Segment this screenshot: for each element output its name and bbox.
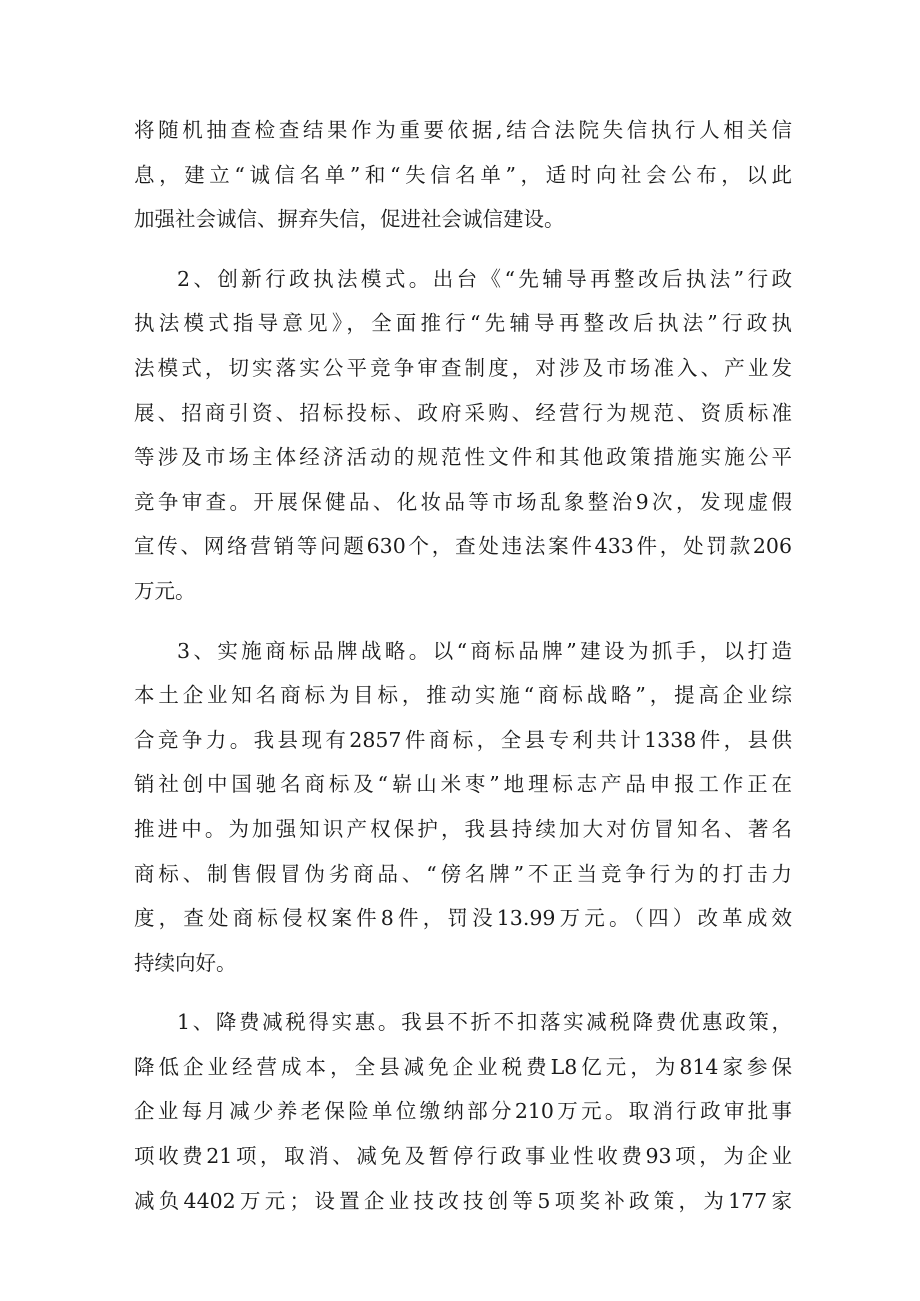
paragraph-gap xyxy=(134,614,792,629)
text-line: 减负4402万元；设置企业技改技创等5项奖补政策，为177家 xyxy=(134,1188,792,1213)
text-line: 1、降费减税得实惠。我县不折不扣落实减税降费优惠政策， xyxy=(177,1010,792,1035)
text-line: 2、创新行政执法模式。出台《“先辅导再整改后执法”行政 xyxy=(177,266,792,291)
paragraph-gap xyxy=(134,985,792,1000)
text-line: 竞争审查。开展保健品、化妆品等市场乱象整治9次，发现虚假 xyxy=(134,489,792,514)
text-line: 本土企业知名商标为目标，推动实施“商标战略”，提高企业综 xyxy=(134,683,792,708)
text-line: 企业每月减少养老保险单位缴纳部分210万元。取消行政审批事 xyxy=(134,1099,792,1124)
text-line: 执法模式指导意见》，全面推行“先辅导再整改后执法”行政执 xyxy=(134,311,792,336)
text-line: 推进中。为加强知识产权保护，我县持续加大对仿冒知名、著名 xyxy=(134,816,792,841)
document-body xyxy=(134,108,792,1223)
text-line: 万元。 xyxy=(134,578,196,603)
text-line: 加强社会诚信、摒弃失信，促进社会诚信建设。 xyxy=(134,207,565,232)
text-line: 项收费21项，取消、减免及暂停行政事业性收费93项，为企业 xyxy=(134,1144,792,1169)
text-line: 商标、制售假冒伪劣商品、“傍名牌”不正当竞争行为的打击力 xyxy=(134,861,792,886)
paragraph-3 xyxy=(134,629,792,986)
paragraph-4 xyxy=(134,1000,792,1223)
text-line: 息，建立“诚信名单”和“失信名单”，适时向社会公布，以此 xyxy=(134,162,792,187)
text-line: 将随机抽查检查结果作为重要依据,结合法院失信执行人相关信 xyxy=(134,118,792,142)
text-line: 销社创中国驰名商标及“崭山米枣”地理标志产品申报工作正在 xyxy=(134,772,792,797)
text-line: 3、实施商标品牌战略。以“商标品牌”建设为抓手，以打造 xyxy=(177,638,792,663)
text-line: 等涉及市场主体经济活动的规范性文件和其他政策措施实施公平 xyxy=(134,445,792,470)
text-line: 合竞争力。我县现有2857件商标，全县专利共计1338件，县供 xyxy=(134,727,792,752)
text-line: 法模式，切实落实公平竞争审查制度，对涉及市场准入、产业发 xyxy=(134,355,792,380)
text-line: 降低企业经营成本，全县减免企业税费L8亿元，为814家参保 xyxy=(134,1054,792,1079)
text-line: 展、招商引资、招标投标、政府采购、经营行为规范、资质标准 xyxy=(134,400,792,425)
text-line: 度，查处商标侵权案件8件，罚没13.99万元。（四）改革成效 xyxy=(134,906,792,931)
text-line: 持续向好。 xyxy=(134,950,237,975)
text-line: 宣传、网络营销等问题630个，查处违法案件433件，处罚款206 xyxy=(134,534,792,559)
paragraph-gap xyxy=(134,242,792,257)
paragraph-2 xyxy=(134,257,792,614)
paragraph-1 xyxy=(134,108,792,242)
